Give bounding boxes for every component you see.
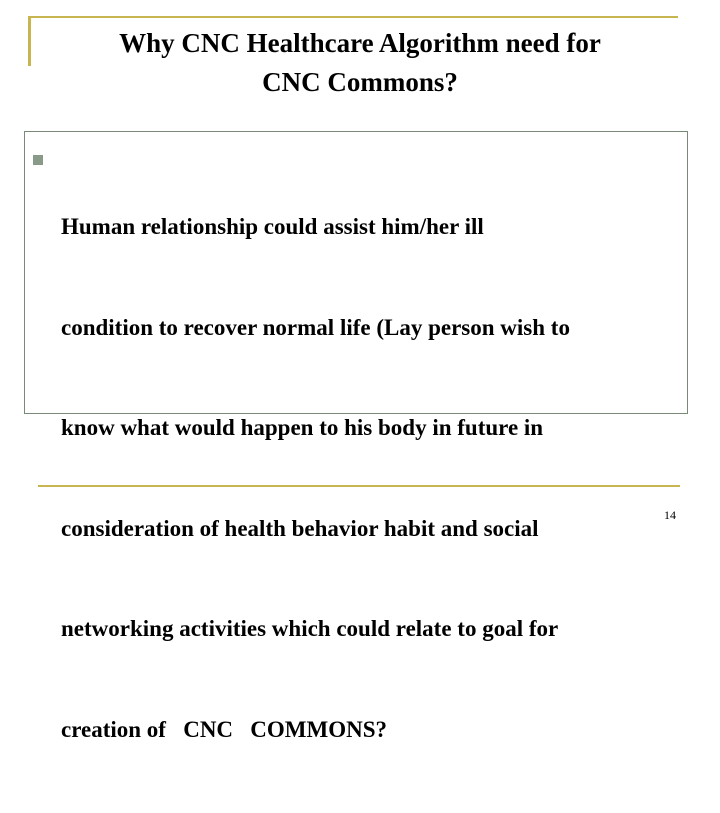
slide-title [40, 24, 680, 102]
slide-title-line-2: CNC Commons? [262, 67, 458, 97]
bullet-text-line-5: networking activities which could relate to goal for [61, 616, 559, 641]
left-frame-line [28, 16, 31, 66]
bottom-frame-line [38, 485, 680, 487]
bullet-text-line-4: consideration of health behavior habit and social [61, 515, 539, 541]
slide-title-line-1: Why CNC Healthcare Algorithm need for [119, 28, 601, 58]
bullet-text-line-6: creation of CNC COMMONS? [61, 716, 387, 742]
bullet-text [61, 143, 685, 813]
bullet-text-line-2: condition to recover normal life (Lay person wish to [61, 314, 570, 340]
bullet-text-line-1: Human relationship could assist him/her ill [61, 214, 484, 239]
top-frame-line [28, 16, 678, 18]
page-number: 14 [664, 508, 676, 522]
square-bullet-icon [33, 155, 43, 165]
bullet-text-line-3: know what would happen to his body in future in [61, 415, 544, 440]
